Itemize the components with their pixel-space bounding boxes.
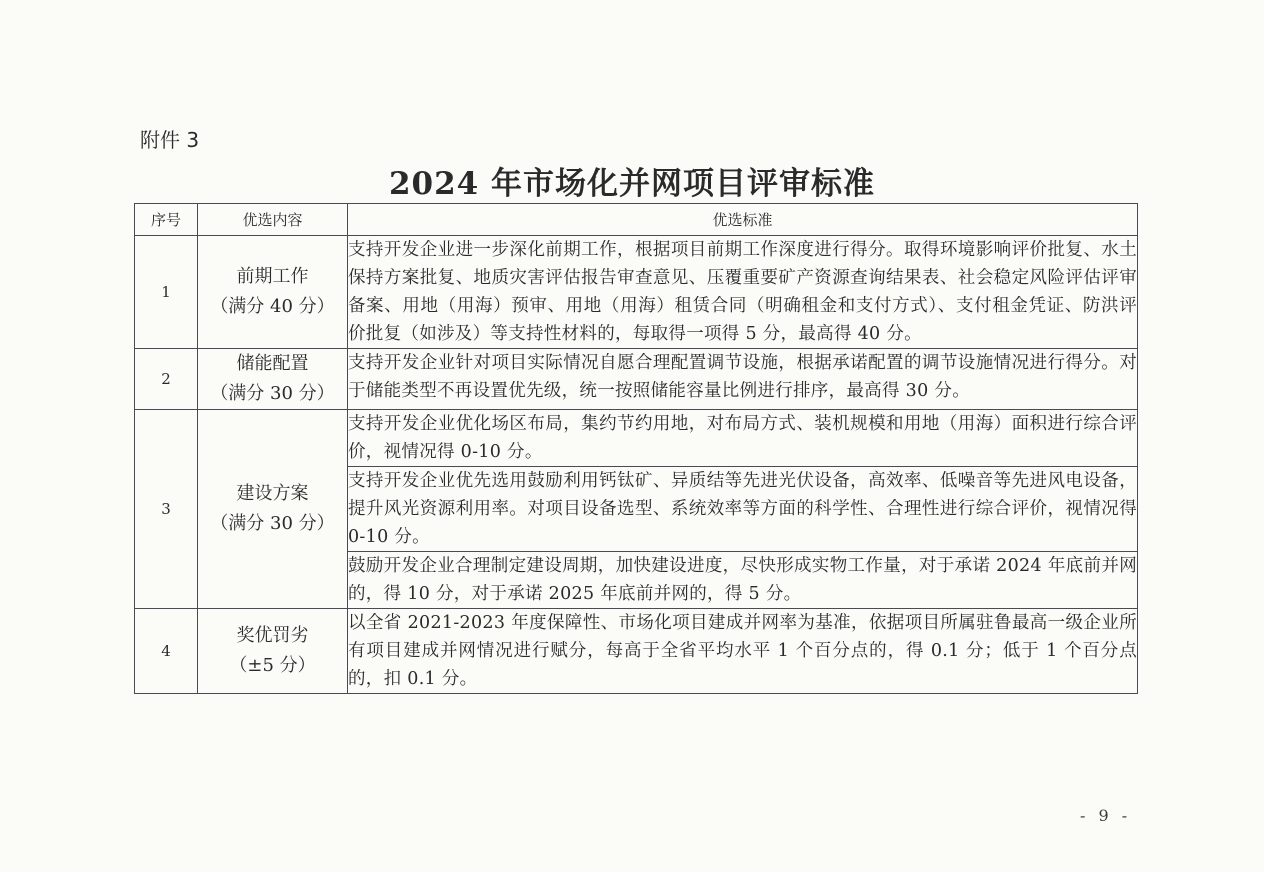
row-number: 1 xyxy=(135,236,198,349)
standard-text: 支持开发企业优先选用鼓励利用钙钛矿、异质结等先进光伏设备，高效率、低噪音等先进风电设备，提升风光资源利用率。对项目设备选型、系统效率等方面的科学性、合理性进行综合评价，视情况得 0-10 分。 xyxy=(348,467,1138,552)
document-title: 2024 年市场化并网项目评审标准 xyxy=(388,166,876,202)
item-score: （±5 分） xyxy=(229,655,316,676)
table-row xyxy=(135,349,1138,410)
row-number: 4 xyxy=(135,609,198,694)
row-number: 2 xyxy=(135,349,198,410)
attachment-label: 附件 3 xyxy=(140,128,200,152)
item-score: （满分 30 分） xyxy=(210,513,335,534)
table-row xyxy=(135,609,1138,694)
header-item: 优选内容 xyxy=(198,204,348,236)
item-name: 建设方案 xyxy=(236,483,309,504)
standard-text: 以全省 2021-2023 年度保障性、市场化项目建成并网率为基准，依据项目所属驻鲁最高一级企业所有项目建成并网情况进行赋分，每高于全省平均水平 1 个百分点的，得 0.1 分；低于 1 个百分点的，扣 0.1 分。 xyxy=(348,609,1138,694)
standard-text: 支持开发企业针对项目实际情况自愿合理配置调节设施，根据承诺配置的调节设施情况进行得分。对于储能类型不再设置优先级，统一按照储能容量比例进行排序，最高得 30 分。 xyxy=(348,349,1138,410)
standard-text: 支持开发企业优化场区布局，集约节约用地，对布局方式、装机规模和用地（用海）面积进行综合评价，视情况得 0-10 分。 xyxy=(348,410,1138,467)
item-score: （满分 30 分） xyxy=(210,383,335,404)
item-cell xyxy=(198,609,348,694)
item-score: （满分 40 分） xyxy=(210,296,335,317)
item-cell xyxy=(198,236,348,349)
item-name: 前期工作 xyxy=(236,266,309,287)
item-cell xyxy=(198,349,348,410)
header-standard: 优选标准 xyxy=(348,204,1138,236)
standard-text: 支持开发企业进一步深化前期工作，根据项目前期工作深度进行得分。取得环境影响评价批复、水土保持方案批复、地质灾害评估报告审查意见、压覆重要矿产资源查询结果表、社会稳定风险评估评审备案、用地（用海）预审、用地（用海）租赁合同（明确租金和支付方式）、支付租金凭证、防洪评价批复（如涉及）等支持性材料的，每取得一项得 5 分，最高得 40 分。 xyxy=(348,236,1138,349)
evaluation-criteria-table xyxy=(134,203,1138,694)
row-number: 3 xyxy=(135,410,198,609)
table-header-row xyxy=(135,204,1138,236)
standard-text: 鼓励开发企业合理制定建设周期，加快建设进度，尽快形成实物工作量，对于承诺 2024 年底前并网的，得 10 分，对于承诺 2025 年底前并网的，得 5 分。 xyxy=(348,552,1138,609)
item-cell xyxy=(198,410,348,609)
item-name: 奖优罚劣 xyxy=(236,625,309,646)
table-row xyxy=(135,236,1138,349)
item-name: 储能配置 xyxy=(236,353,309,374)
header-no: 序号 xyxy=(135,204,198,236)
page-number: - 9 - xyxy=(1080,806,1132,825)
table-row xyxy=(135,410,1138,467)
